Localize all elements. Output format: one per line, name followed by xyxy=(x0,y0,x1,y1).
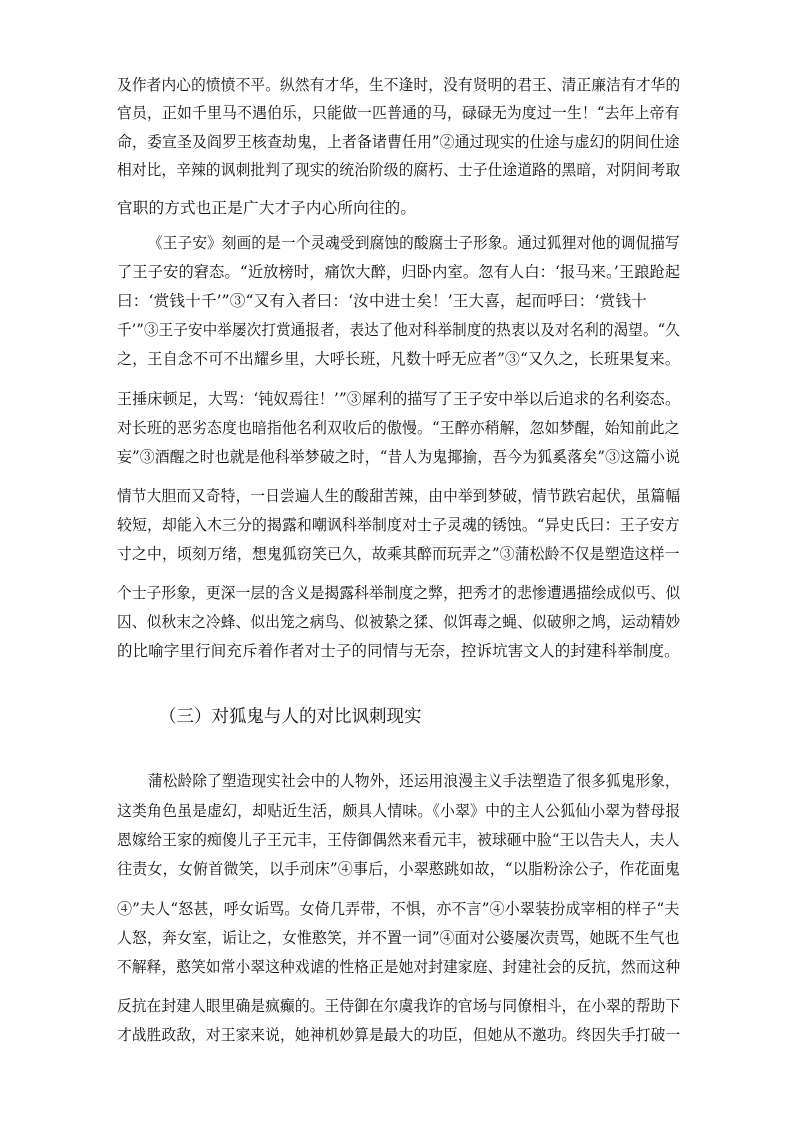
paragraph-line: 命，委宣圣及阎罗王核查劫鬼，上者备诸曹任用”②通过现实的仕途与虚幻的阴间仕途 xyxy=(117,133,680,151)
paragraph-line: ④”夫人“怒甚，呼女诟骂。女倚几弄带，不惧，亦不言”④小翠装扮成宰相的样子“夫 xyxy=(117,900,680,918)
paragraph-line: 千’”③王子安中举屡次打赏通报者，表达了他对科举制度的热衷以及对名利的渴望。“久 xyxy=(117,321,680,339)
paragraph-line: 反抗在封建人眼里确是疯癫的。王侍御在尔虞我诈的官场与同僚相斗，在小翠的帮助下 xyxy=(117,997,681,1015)
paragraph-line: 的比喻字里行间充斥着作者对士子的同情与无奈，控诉坑害文人的封建科举制度。 xyxy=(117,642,680,660)
paragraph-line: 往责女，女俯首微笑，以手刓床”④事后，小翠憨跳如故，“以脂粉涂公子，作花面鬼 xyxy=(117,860,681,878)
paragraph-line: 之，王自念不可不出耀乡里，大呼长班，凡数十呼无应者”③“又久之，长班果复来。 xyxy=(117,350,681,368)
paragraph-line: 才战胜政敌，对王家来说，她神机妙算是最大的功臣，但她从不邀功。终因失手打破一 xyxy=(117,1026,681,1044)
paragraph-line: 《王子安》刻画的是一个灵魂受到腐蚀的酸腐士子形象。通过狐狸对他的调侃描写 xyxy=(148,234,680,252)
paragraph-line: 人怒，奔女室，诟让之，女惟憨笑，并不置一词”④面对公婆屡次责骂，她既不生气也 xyxy=(117,929,680,947)
paragraph-line: 对长班的恶劣态度也暗指他名利双收后的傲慢。“王醉亦稍解，忽如梦醒，始知前此之 xyxy=(117,419,680,437)
paragraph-line: 情节大胆而又奇特，一日尝遍人生的酸甜苦辣，由中举到梦破，情节跌宕起伏，虽篇幅 xyxy=(117,487,681,505)
section-heading: （三）对狐鬼与人的对比讽刺现实 xyxy=(159,707,422,727)
paragraph-line: 官职的方式也正是广大才子内心所向往的。 xyxy=(117,199,417,217)
paragraph-line: 这类角色虽是虚幻，却贴近生活，颇具人情味。《小翠》中的主人公狐仙小翠为替母报 xyxy=(117,802,681,820)
paragraph-line: 相对比，辛辣的讽刺批判了现实的统治阶级的腐朽、士子仕途道路的黑暗，对阴间考取 xyxy=(117,161,681,179)
paragraph-line: 王捶床顿足，大骂：‘钝奴焉往！’”③犀利的描写了王子安中举以后追求的名利姿态。 xyxy=(117,390,681,408)
paragraph-line: 囚、似秋末之冷蜂、似出笼之病鸟、似被絷之猱、似饵毒之蝇、似破卵之鸠，运动精妙 xyxy=(117,613,681,631)
paragraph-line: 官员，正如千里马不遇伯乐，只能做一匹普通的马，碌碌无为度过一生！“去年上帝有 xyxy=(117,104,680,122)
paragraph-line: 曰：‘赏钱十千’”③“又有入者曰：‘汝中进士矣！’王大喜，起而呼曰：‘赏钱十 xyxy=(117,292,647,310)
paragraph-line: 较短，却能入木三分的揭露和嘲讽科举制度对士子灵魂的锈蚀。“异史氏曰：王子安方 xyxy=(117,516,680,534)
paragraph-line: 个士子形象，更深一层的含义是揭露科举制度之弊，把秀才的悲惨遭遇描绘成似丐、似 xyxy=(117,584,681,602)
paragraph-line: 蒲松龄除了塑造现实社会中的人物外，还运用浪漫主义手法塑造了很多狐鬼形象， xyxy=(148,772,680,790)
paragraph-line: 不解释，憨笑如常小翠这种戏谑的性格正是她对封建家庭、封建社会的反抗，然而这种 xyxy=(117,958,681,976)
paragraph-line: 寸之中，顷刻万绪，想鬼狐窃笑已久，故乘其醉而玩弄之”③蒲松龄不仅是塑造这样一 xyxy=(117,545,680,563)
paragraph-line: 恩嫁给王家的痴傻儿子王元丰，王侍御偶然来看元丰，被球砸中脸“王以告夫人，夫人 xyxy=(117,831,680,849)
paragraph-line: 了王子安的窘态。“近放榜时，痛饮大醉，归卧内室。忽有人白：‘报马来。’王踉跄起 xyxy=(117,263,681,281)
paragraph-line: 妄”③酒醒之时也就是他科举梦破之时，“昔人为鬼揶揄，吾今为狐奚落矣”③这篇小说 xyxy=(117,448,681,466)
paragraph-line: 及作者内心的愤愤不平。纵然有才华，生不逢时，没有贤明的君王、清正廉洁有才华的 xyxy=(117,76,681,94)
